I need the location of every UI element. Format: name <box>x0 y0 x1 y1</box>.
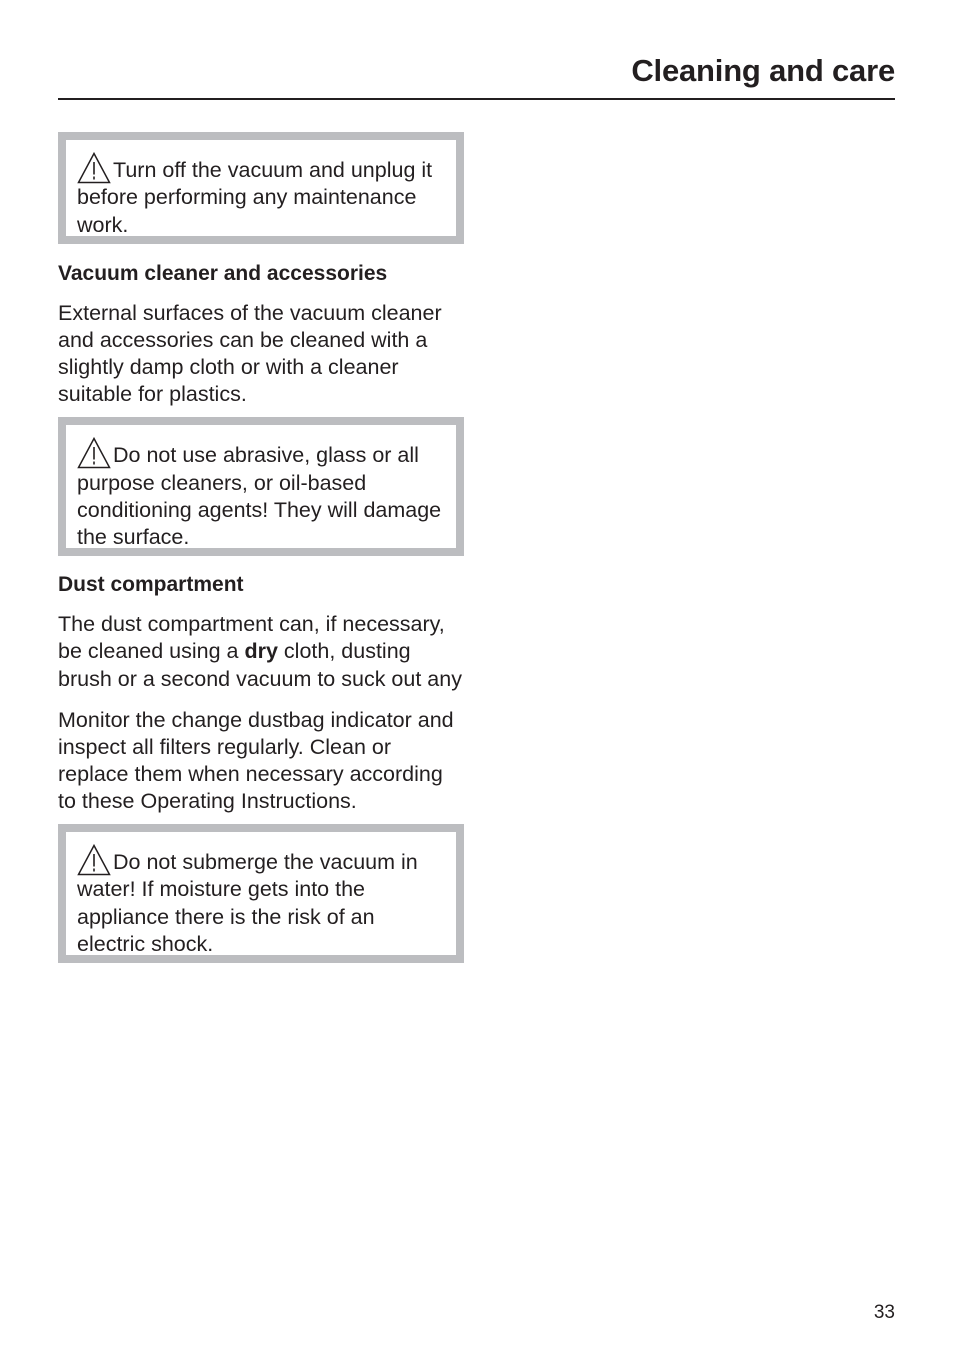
paragraph-text: cloth, dusting brush or a second vacuum to suck out any <box>58 639 462 691</box>
emphasis-dry: dry <box>244 639 278 664</box>
paragraph-accessories: External surfaces of the vacuum cleaner and accessories can be cleaned with a slightly damp cloth or with a cleaner suitable for plastics. <box>58 301 442 407</box>
paragraph-filters: Monitor the change dustbag indicator and inspect all filters regularly. Clean or replace them when necessary according to these Operating Instructions. <box>58 707 454 813</box>
section-heading-dust-compartment: Dust compartment <box>58 573 244 597</box>
warning-triangle-icon <box>77 152 111 184</box>
warning-text: Do not submerge the vacuum in water! If moisture gets into the appliance there is the risk of an electric shock. <box>77 850 418 956</box>
warning-text: Do not use abrasive, glass or all purpose cleaners, or oil-based conditioning agents! They will damage the surface. <box>77 443 442 550</box>
warning-triangle-icon <box>77 844 111 876</box>
warning-box-submerge <box>58 824 464 963</box>
page-header <box>58 50 895 100</box>
page-number: 33 <box>873 1302 895 1323</box>
warning-box-unplug <box>58 132 464 244</box>
paragraph-text: The dust compartment can, if necessary, be cleaned using a <box>58 612 445 664</box>
content-column <box>58 132 464 963</box>
warning-text: Turn off the vacuum and unplug it before performing any maintenance work. <box>77 158 433 237</box>
warning-box-cleaners <box>58 417 464 556</box>
page-title: Cleaning and care <box>631 53 895 88</box>
section-heading-accessories: Vacuum cleaner and accessories <box>58 262 388 285</box>
paragraph-dust-compartment <box>58 611 464 692</box>
warning-triangle-icon <box>77 437 111 469</box>
